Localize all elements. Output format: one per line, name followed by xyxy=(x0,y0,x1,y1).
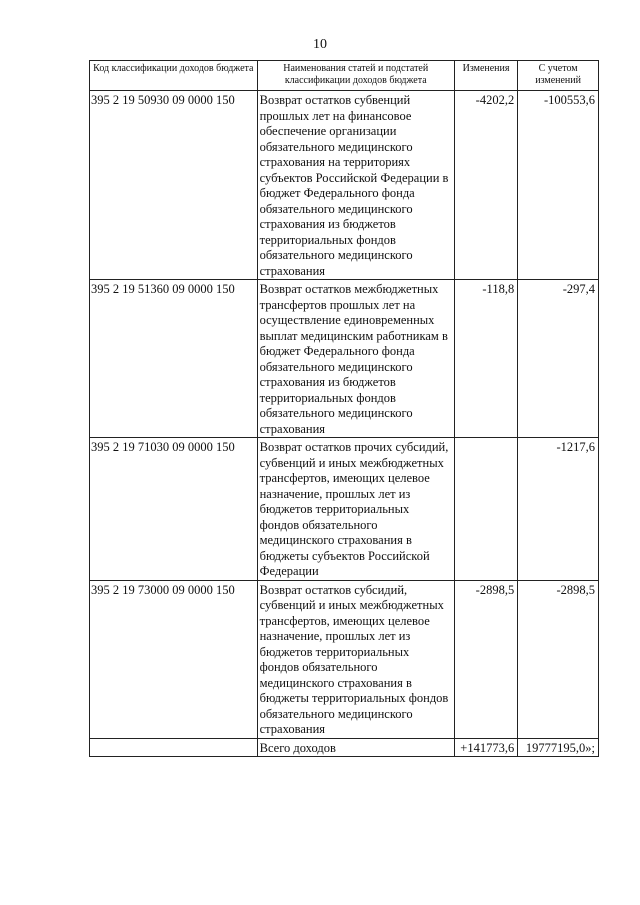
row-total: -2898,5 xyxy=(518,580,599,738)
header-code: Код классификации доходов бюджета xyxy=(90,61,258,91)
header-total: С учетом изменений xyxy=(518,61,599,91)
page-number: 10 xyxy=(313,37,327,52)
row-code: 395 2 19 71030 09 0000 150 xyxy=(90,438,258,581)
row-total: -100553,6 xyxy=(518,91,599,280)
header-name: Наименования статей и подстатей классификации доходов бюджета xyxy=(257,61,454,91)
row-name: Возврат остатков межбюджетных трансфертов прошлых лет на осуществление единовременных выплат медицинским работникам в бюджет Федерального фонда обязательного медицинского страхования из бюджетов территориальных фондов обязательного медицинского страхования xyxy=(257,280,454,438)
table-row xyxy=(90,91,599,280)
header-change: Изменения xyxy=(454,61,517,91)
row-total: -297,4 xyxy=(518,280,599,438)
total-row-code xyxy=(90,738,258,757)
table-row xyxy=(90,580,599,738)
total-row-name: Всего доходов xyxy=(257,738,454,757)
row-change: -118,8 xyxy=(454,280,517,438)
row-name: Возврат остатков субвенций прошлых лет на финансовое обеспечение организации обязательного медицинского страхования на территориях субъектов Российской Федерации в бюджет Федерального фонда обязательного медицинского страхования из бюджетов территориальных фондов обязательного медицинского страхования xyxy=(257,91,454,280)
row-code: 395 2 19 50930 09 0000 150 xyxy=(90,91,258,280)
row-change: -2898,5 xyxy=(454,580,517,738)
revenue-table xyxy=(89,60,599,757)
table-header-row xyxy=(90,61,599,91)
table-row xyxy=(90,280,599,438)
table-row xyxy=(90,438,599,581)
total-row-change: +141773,6 xyxy=(454,738,517,757)
row-name: Возврат остатков прочих субсидий, субвенций и иных межбюджетных трансфертов, имеющих целевое назначение, прошлых лет из бюджетов территориальных фондов обязательного медицинского страхования в бюджеты субъектов Российской Федерации xyxy=(257,438,454,581)
row-change: -4202,2 xyxy=(454,91,517,280)
total-row xyxy=(90,738,599,757)
row-code: 395 2 19 51360 09 0000 150 xyxy=(90,280,258,438)
row-total: -1217,6 xyxy=(518,438,599,581)
total-row-total: 19777195,0»; xyxy=(518,738,599,757)
row-change xyxy=(454,438,517,581)
row-name: Возврат остатков субсидий, субвенций и иных межбюджетных трансфертов, имеющих целевое назначение, прошлых лет из бюджетов территориальных фондов обязательного медицинского страхования в бюджеты территориальных фондов обязательного медицинского страхования xyxy=(257,580,454,738)
row-code: 395 2 19 73000 09 0000 150 xyxy=(90,580,258,738)
